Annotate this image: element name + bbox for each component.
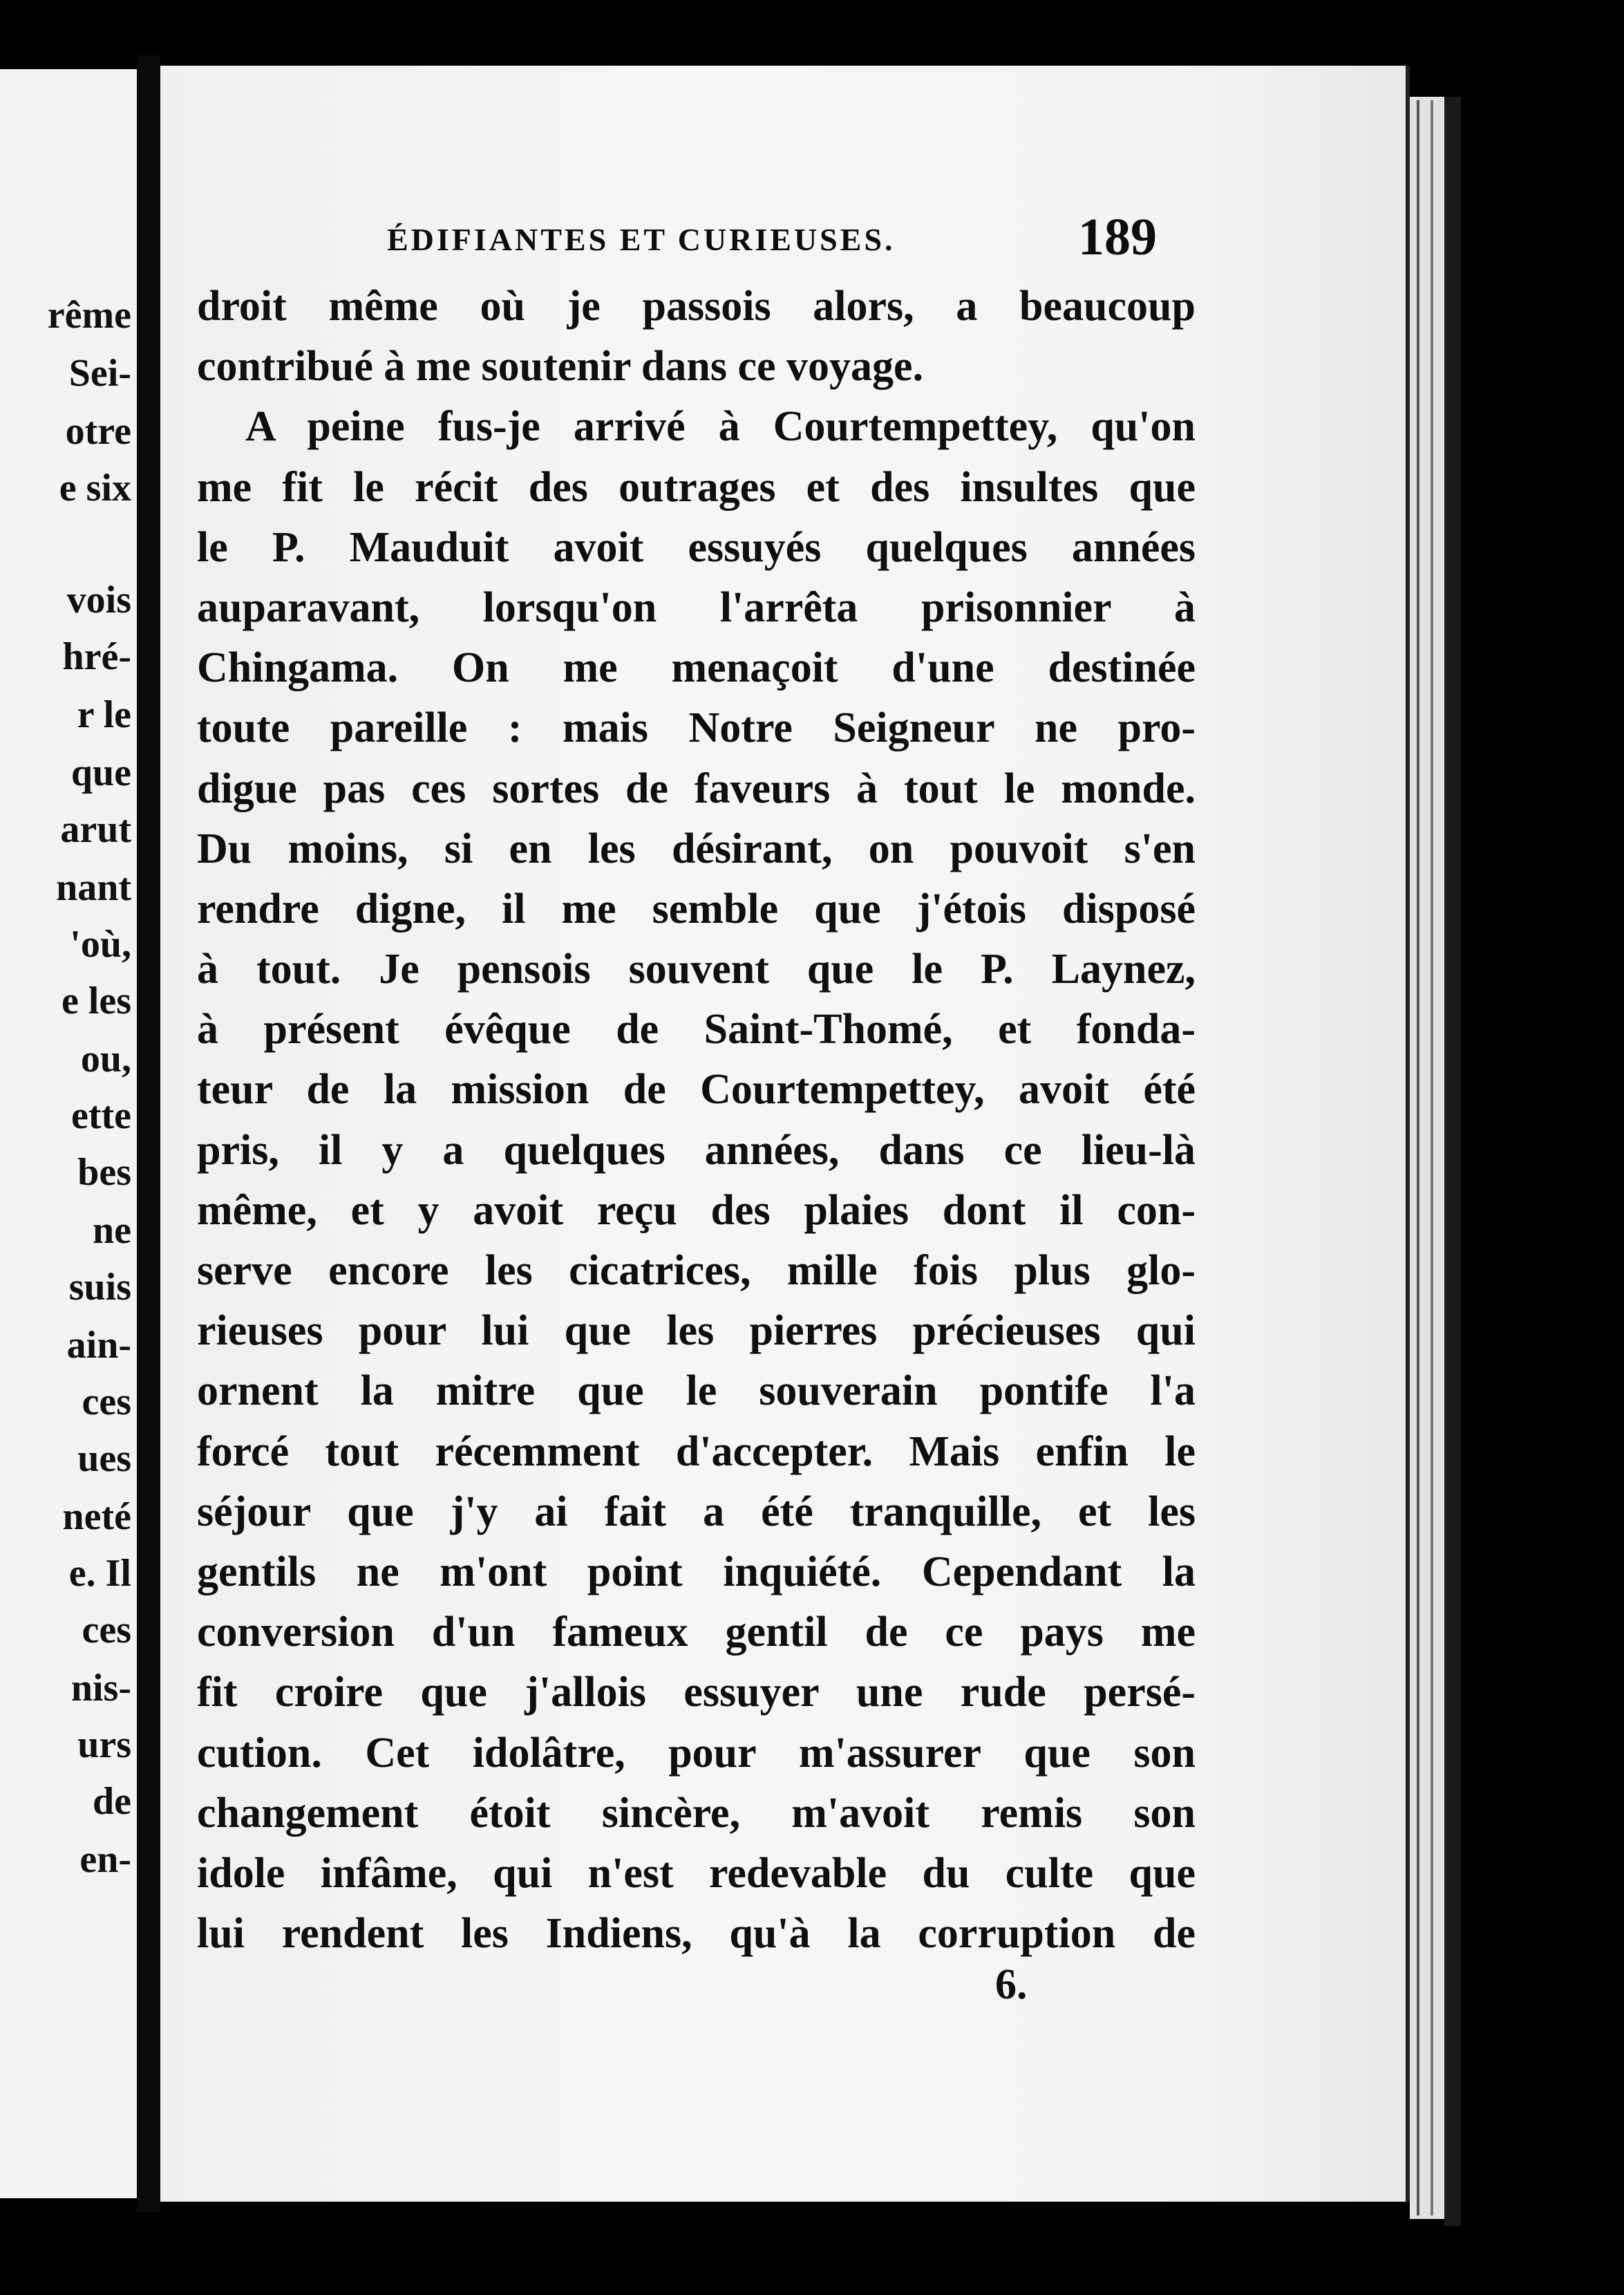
text-line: pris, il y a quelques années, dans ce lieu-là — [197, 1126, 1196, 1174]
text-line: ornent la mitre que le souverain pontife l'a — [197, 1367, 1196, 1415]
text-line: Du moins, si en les désirant, on pouvoit s'en — [197, 825, 1196, 872]
left-page-fragment: e six — [59, 467, 131, 509]
left-page-fragment: e. Il — [68, 1552, 131, 1595]
left-page-fragment: ces — [82, 1609, 131, 1651]
text-line: droit même où je passois alors, a beaucoup — [197, 283, 1196, 330]
text-line: toute pareille : mais Notre Seigneur ne pro- — [197, 704, 1196, 752]
left-page-fragment: rême — [47, 294, 131, 337]
left-page-fragment: nis- — [70, 1667, 131, 1709]
page-body-text — [197, 277, 1196, 1964]
left-page-fragment: arut — [60, 808, 131, 851]
left-page-fragment: de — [93, 1780, 131, 1823]
text-line: teur de la mission de Courtempettey, avoit été — [197, 1066, 1196, 1114]
left-page-fragment: bes — [77, 1151, 131, 1194]
left-facing-page — [0, 69, 137, 2198]
text-line: me fit le récit des outrages et des insultes que — [197, 463, 1196, 511]
left-page-fragment: ette — [70, 1094, 131, 1137]
text-line: forcé tout récemment d'accepter. Mais enfin le — [197, 1427, 1196, 1475]
left-page-fragment: nant — [56, 866, 131, 909]
running-title: ÉDIFIANTES ET CURIEUSES. — [387, 222, 896, 257]
text-line: rieuses pour lui que les pierres précieuses qui — [197, 1307, 1196, 1355]
left-page-fragment: urs — [77, 1723, 131, 1766]
page-edge-line — [1417, 100, 1419, 2216]
text-line: contribué à me soutenir dans ce voyage. — [197, 343, 924, 391]
left-page-fragment: neté — [62, 1495, 131, 1538]
left-page-fragment: ces — [82, 1380, 131, 1423]
book-gutter — [137, 55, 160, 2212]
left-page-fragment: otre — [65, 410, 131, 453]
text-line: auparavant, lorsqu'on l'arrêta prisonnier à — [197, 583, 1196, 631]
left-page-fragment: e les — [61, 980, 131, 1022]
left-page-fragment: ou, — [80, 1038, 131, 1080]
text-line: A peine fus-je arrivé à Courtempettey, qu'on — [245, 403, 1196, 451]
text-line: changement étoit sincère, m'avoit remis son — [197, 1789, 1196, 1837]
text-line: Chingama. On me menaçoit d'une destinée — [197, 644, 1196, 692]
left-page-fragment: vois — [66, 579, 131, 621]
text-line: fit croire que j'allois essuyer une rude persé- — [197, 1669, 1196, 1716]
text-line: même, et y avoit reçu des plaies dont il con- — [197, 1186, 1196, 1234]
left-page-fragment: ne — [93, 1209, 131, 1252]
text-line: le P. Mauduit avoit essuyés quelques années — [197, 523, 1196, 571]
text-line: rendre digne, il me semble que j'étois disposé — [197, 885, 1196, 933]
text-line: séjour que j'y ai fait a été tranquille, et les — [197, 1488, 1196, 1535]
text-line: lui rendent les Indiens, qu'à la corruption de — [197, 1910, 1196, 1958]
left-page-fragment: Sei- — [68, 352, 131, 395]
page-number: 189 — [1078, 208, 1157, 266]
text-line: digue pas ces sortes de faveurs à tout le monde. — [197, 765, 1196, 812]
page-edges — [1410, 97, 1444, 2219]
text-line: cution. Cet idolâtre, pour m'assurer que son — [197, 1729, 1196, 1777]
left-page-fragment: que — [70, 751, 131, 794]
left-page-fragment: 'où, — [70, 923, 131, 966]
left-page-fragment: ain- — [66, 1324, 131, 1367]
page-edge-line — [1431, 100, 1433, 2216]
text-line: idole infâme, qui n'est redevable du culte que — [197, 1849, 1196, 1897]
text-line: gentils ne m'ont point inquiété. Cependant la — [197, 1548, 1196, 1595]
left-page-fragment: ues — [77, 1437, 131, 1480]
text-line: conversion d'un fameux gentil de ce pays me — [197, 1609, 1196, 1656]
left-page-fragment: r le — [77, 693, 131, 736]
signature-mark: 6. — [995, 1961, 1028, 2008]
left-page-fragment: en- — [79, 1838, 131, 1881]
book-cover-edge — [1444, 97, 1461, 2226]
text-line: à présent évêque de Saint-Thomé, et fonda- — [197, 1006, 1196, 1053]
text-line: à tout. Je pensois souvent que le P. Laynez, — [197, 946, 1196, 993]
left-page-fragment: suis — [68, 1266, 131, 1309]
text-line: serve encore les cicatrices, mille fois plus glo- — [197, 1247, 1196, 1294]
left-page-fragment: hré- — [62, 635, 131, 678]
